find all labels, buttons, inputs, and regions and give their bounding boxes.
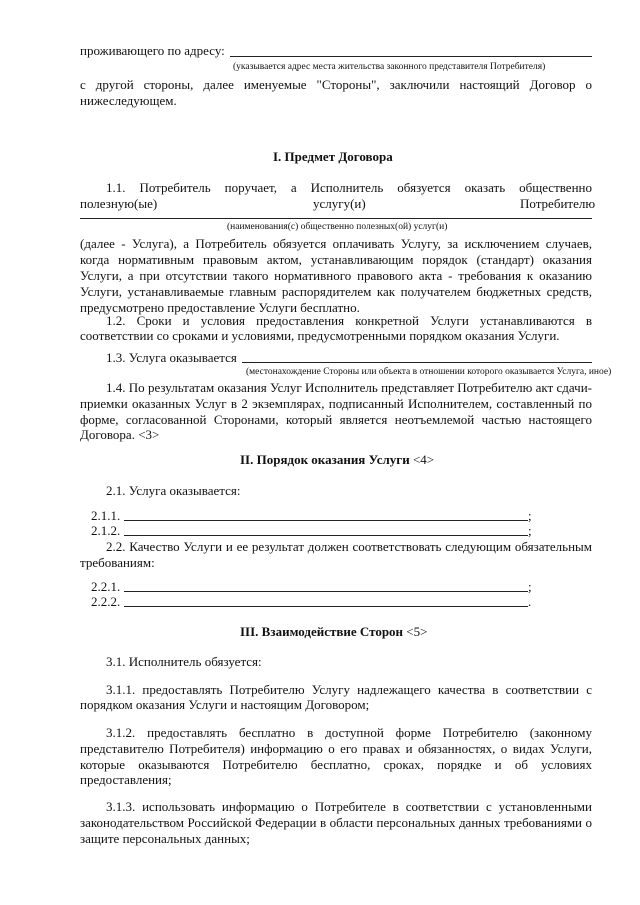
p12-line-2: соответствии со сроками и условиями, предусмотренными порядком оказания Услуги. bbox=[80, 328, 560, 343]
p31: 3.1. Исполнитель обязуется: bbox=[106, 654, 262, 669]
p221-line bbox=[124, 591, 528, 592]
p221-end: ; bbox=[528, 579, 532, 594]
p313-line-1: 3.1.3. использовать информацию о Потребителе в соответствии с установленными bbox=[106, 799, 592, 814]
p11-line-5: Услуги, а при отсутствии такого нормативного правового акта - требования к оказанию bbox=[80, 268, 592, 283]
p222-end: . bbox=[528, 594, 532, 609]
section-3-heading: III. Взаимодействие Сторон <5> bbox=[240, 624, 428, 639]
p11-caption: (наименования(с) общественно полезных(ой) услуг(и) bbox=[227, 222, 448, 232]
section-1-heading: I. Предмет Договора bbox=[273, 149, 393, 164]
p211-label: 2.1.1. bbox=[91, 508, 121, 523]
section-3-ref: <5> bbox=[406, 624, 428, 639]
p211-line bbox=[124, 520, 528, 521]
address-field-line bbox=[230, 56, 592, 57]
p311-line-2: порядком оказания Услуги и настоящим Договором; bbox=[80, 697, 370, 712]
p11-line-2-b: услугу(и) bbox=[313, 196, 366, 211]
address-label: проживающего по адресу: bbox=[80, 43, 225, 58]
section-2-ref: <4> bbox=[412, 452, 435, 467]
p11-line-2-c: Потребителю bbox=[520, 196, 596, 211]
p212-end: ; bbox=[528, 523, 532, 538]
p14-line-3: форме, согласованной Сторонами, который является неотъемлемой частью настоящего bbox=[80, 412, 592, 427]
sides-line-2: нижеследующем. bbox=[80, 93, 177, 108]
p13-line bbox=[242, 362, 592, 363]
p221-label: 2.2.1. bbox=[91, 579, 121, 594]
p11-line-1: 1.1. Потребитель поручает, а Исполнитель обязуется оказать общественно bbox=[106, 180, 592, 195]
p22-line-2: требованиям: bbox=[80, 555, 155, 570]
p22-line-1: 2.2. Качество Услуги и ее результат должен соответствовать следующим обязательным bbox=[106, 539, 592, 554]
p312-line-1: 3.1.2. предоставлять бесплатно в доступной форме Потребителю (законному bbox=[106, 725, 592, 740]
p313-line-2: законодательством Российской Федерации в области персональных данных требованиями о bbox=[80, 815, 592, 830]
p14-line-4: Договора. <3> bbox=[80, 427, 160, 442]
p222-label: 2.2.2. bbox=[91, 594, 121, 609]
p312-line-3: которые оказываются Потребителю бесплатно, сроках, порядке и об условиях bbox=[80, 757, 592, 772]
p313-line-3: защите персональных данных; bbox=[80, 831, 250, 846]
sides-line-1: с другой стороны, далее именуемые "Стороны", заключили настоящий Договор о bbox=[80, 77, 592, 92]
p212-label: 2.1.2. bbox=[91, 523, 121, 538]
address-caption: (указывается адрес места жительства законного представителя Потребителя) bbox=[233, 62, 546, 72]
p13-label: 1.3. Услуга оказывается bbox=[106, 350, 237, 365]
p311-line-1: 3.1.1. предоставлять Потребителю Услугу надлежащего качества в соответствии с bbox=[106, 682, 592, 697]
p312-line-2: представителю Потребителя) информацию о его правах и обязанностях, о видах Услуги, bbox=[80, 741, 592, 756]
p211-end: ; bbox=[528, 508, 532, 523]
p14-line-1: 1.4. По результатам оказания Услуг Исполнитель представляет Потребителю акт сдачи- bbox=[106, 380, 592, 395]
p11-line-3: (далее - Услуга), а Потребитель обязуется оплачивать Услугу, за исключением случаев, bbox=[80, 236, 592, 251]
p222-line bbox=[124, 606, 528, 607]
p14-line-2: приемки оказанных Услуг в 2 экземплярах, подписанный Исполнителем, составленный по bbox=[80, 396, 592, 411]
p11-line-6: Услуги, устанавливаемые главным распорядителем как получателем бюджетных средств, bbox=[80, 284, 592, 299]
p12-line-1: 1.2. Сроки и условия предоставления конкретной Услуги устанавливаются в bbox=[106, 313, 592, 328]
p11-line-4: когда нормативным правовым актом, устанавливающим порядок (стандарт) оказания bbox=[80, 252, 592, 267]
p11-line-2-a: полезную(ые) bbox=[80, 196, 158, 211]
p11-line-7: предусмотрено предоставление Услуги бесплатно. bbox=[80, 300, 360, 315]
p212-line bbox=[124, 535, 528, 536]
p13-caption: (местонахождение Стороны или объекта в отношении которого оказывается Услуга, иное) bbox=[246, 367, 612, 377]
p21: 2.1. Услуга оказывается: bbox=[106, 483, 241, 498]
section-2-heading: II. Порядок оказания Услуги <4> bbox=[240, 452, 435, 467]
service-name-line bbox=[80, 218, 592, 219]
p312-line-4: предоставления; bbox=[80, 772, 172, 787]
